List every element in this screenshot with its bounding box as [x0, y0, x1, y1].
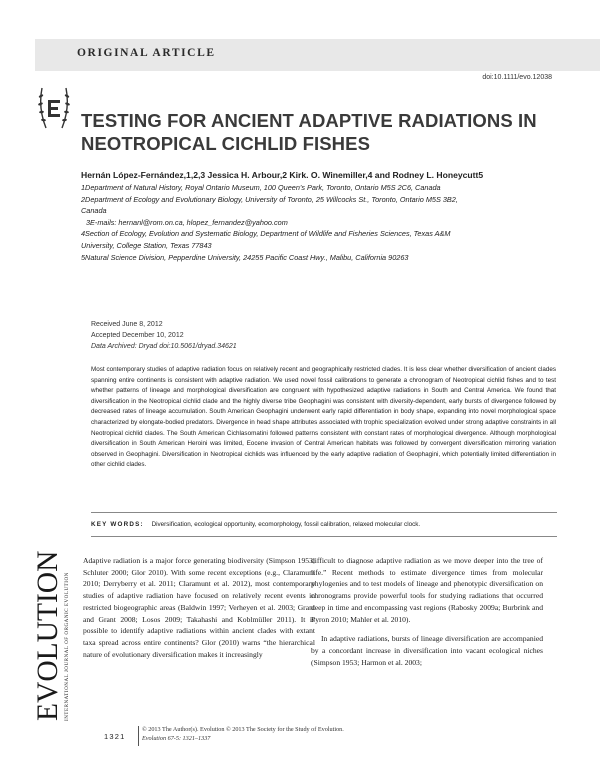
body-paragraph-2: In adaptive radiations, bursts of lineage diversification are accompanied by a concordant increase in diversification into vacant ecological niches (Simpson 1953; Harmon et al. 2003; [311, 634, 543, 667]
keywords-text: Diversification, ecological opportunity, ecomorphology, fossil calibration, relaxed molecular clock. [151, 521, 421, 528]
date-accepted: Accepted December 10, 2012 [91, 331, 184, 339]
society-logo-icon [36, 84, 72, 132]
spine-subtitle: INTERNATIONAL JOURNAL OF ORGANIC EVOLUTION [64, 572, 70, 721]
page-number: 1321 [104, 732, 126, 741]
body-column-left: Adaptive radiation is a major force generating biodiversity (Simpson 1953; Schluter 2000; Glor 2010). With some recent exceptions (e.g., Claramunt 2010; Derryberry et al. 2011; Claramunt et al. 2012), most contemporary studies of adaptive radiation have focused on relatively recent events in restricted biogeographic areas (Baldwin 1997; Verheyen et al. 2003; Grant and Grant 2008; Losos 2009; Takahashi and Koblmüller 2011). It is possible to identify adaptive radiations within ancient clades with extant taxa spread across entire continents? Glor (2010) warns “the hierarchical nature of evolutionary diversification makes it increasingly [83, 556, 315, 659]
data-archived: Data Archived: Dryad doi:10.5061/dryad.34621 [91, 342, 237, 350]
affiliation-emails[interactable]: 3E-mails: hernanl@rom.on.ca, hlopez_fernandez@yahoo.com [86, 217, 288, 227]
journal-citation: Evolution 67-5: 1321–1337 [142, 735, 211, 743]
affiliation-5: 5Natural Science Division, Pepperdine University, 24255 Pacific Coast Hwy., Malibu, California 90263 [81, 252, 409, 262]
body-column-right [311, 555, 543, 676]
affiliation-2: 2Department of Ecology and Evolutionary Biology, University of Toronto, 25 Willcocks St., Toronto, Ontario M5S 3B2, Canada [81, 194, 458, 216]
affiliation-1: 1Department of Natural History, Royal Ontario Museum, 100 Queen’s Park, Toronto, Ontario M5S 2C6, Canada [81, 183, 441, 192]
spine-title: EVOLUTION [32, 550, 64, 721]
affiliation-4: 4Section of Ecology, Evolution and Systematic Biology, Department of Wildlife and Fisheries Sciences, Texas A&M University, College Station, Texas 77843 [81, 229, 451, 250]
keywords-rule-top [91, 512, 557, 513]
keywords-rule-bottom [91, 536, 557, 537]
abstract: Most contemporary studies of adaptive radiation focus on relatively recent and geographically restricted clades. It is less clear whether diversification of ancient clades spanning entire continents is consistent with adaptive radiation. We used novel fossil calibrations to generate a chronogram of Neotropical cichlid fishes and to test whether patterns of lineage and morphological diversification are congruent with hypothesized adaptive radiations in South and Central America. We found that diversification in the Neotropical cichlid clade and the highly diverse tribe Geophagini was consistent with diversity-dependent, early bursts of divergence followed by decreased rates of lineage accumulation. South American Geophagini underwent early rapid differentiation in body shape, expanding into novel morphological space characterized by elongate-bodied predators. Divergence in head shape attributes associated with trophic specialization evolved under strong adaptive constraints in all Neotropical cichlid clades. The South American Cichlasomatini followed patterns consistent with constant rates of morphological divergence. Although morphological diversification in South American Heroini was limited, Eocene invasion of Central American habitats was followed by convergent diversification mirroring variation observed in Geophagini. Diversification in Neotropical cichlids was influenced by the early adaptive radiation of Geophagini, which potentially limited differentiation in other cichlid clades. [91, 366, 556, 469]
keywords [91, 521, 557, 528]
keywords-label: KEY WORDS: [91, 521, 144, 528]
footer [142, 725, 344, 744]
body-paragraph-1: difficult to diagnose adaptive radiation as we move deeper into the tree of life.” Recent methods to estimate divergence times from molecular phylogenies and to test models of lineage and phenotypic diversification on chronograms provide powerful tools for studying radiations that occurred deep in time and encompassing vast regions (Rabosky 2009a; Burbrink and Pyron 2010; Mahler et al. 2010). [311, 556, 543, 624]
affiliations [81, 182, 481, 263]
author-list: Hernán López-Fernández,1,2,3 Jessica H. Arbour,2 Kirk. O. Winemiller,4 and Rodney L. Honeycutt5 [81, 170, 484, 180]
article-title: TESTING FOR ANCIENT ADAPTIVE RADIATIONS IN NEOTROPICAL CICHLID FISHES [81, 110, 537, 154]
journal-spine-logo [32, 545, 72, 725]
article-dates [91, 320, 237, 352]
section-label: ORIGINAL ARTICLE [77, 47, 216, 59]
doi[interactable]: doi:10.1111/evo.12038 [482, 74, 552, 81]
copyright-notice: © 2013 The Author(s). Evolution © 2013 The Society for the Study of Evolution. [142, 726, 344, 733]
footer-divider [138, 726, 139, 746]
date-received: Received June 8, 2012 [91, 321, 163, 328]
